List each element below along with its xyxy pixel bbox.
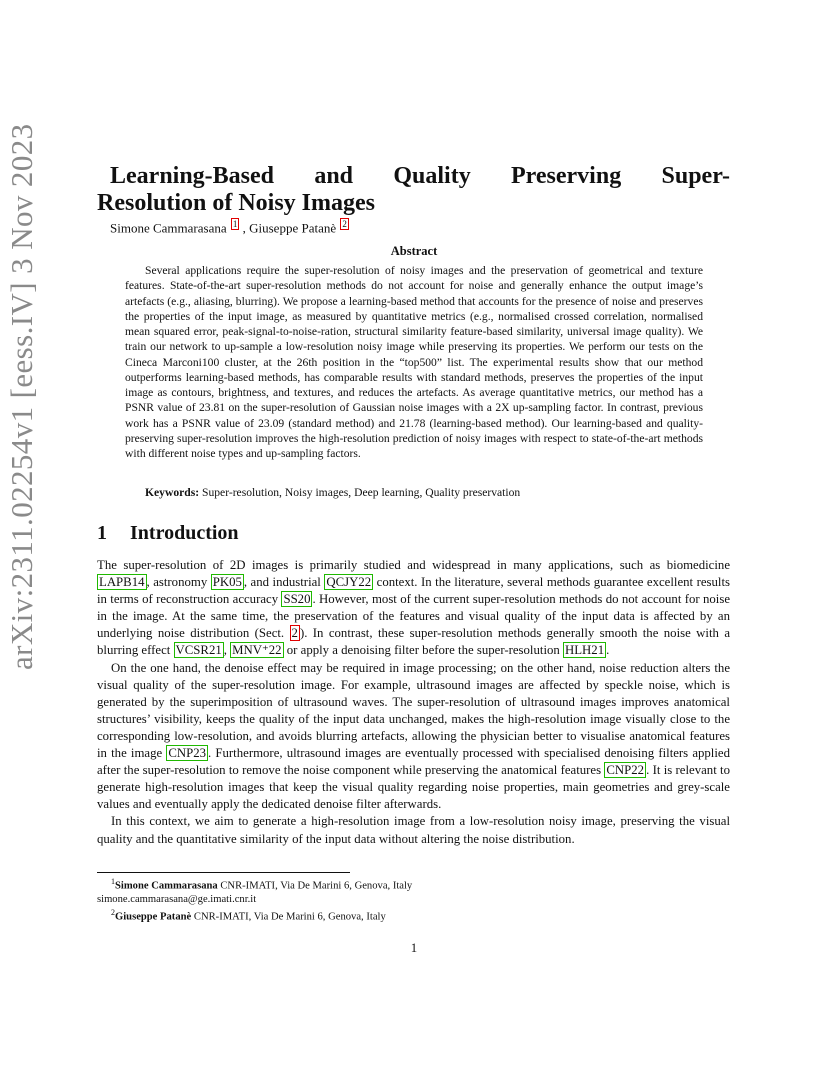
citation-link[interactable]: LAPB14 bbox=[99, 575, 145, 590]
footnote bbox=[97, 875, 730, 893]
citation-link[interactable]: QCJY22 bbox=[326, 575, 372, 590]
footnote-mark: 1 bbox=[111, 877, 115, 886]
footnote-email[interactable]: simone.cammarasana@ge.imati.cnr.it bbox=[97, 893, 257, 905]
arxiv-stamp: arXiv:2311.02254v1 [eess.IV] 3 Nov 2023 bbox=[4, 123, 39, 670]
abstract-heading: Abstract bbox=[390, 244, 438, 258]
footnote-name: Giuseppe Patanè bbox=[115, 911, 192, 923]
title-word: Learning-Based bbox=[110, 163, 275, 189]
section-heading bbox=[97, 522, 239, 545]
footnote-link[interactable]: 1 bbox=[232, 219, 238, 229]
page-number: 1 bbox=[410, 941, 418, 955]
abstract-paragraph: Several applications require the super-resolution of noisy images and the preservation of geometrical and texture features. State-of-the-art super-resolution methods do not account for noise and generally enhance the output image’s artefacts (e.g., aliasing, blurring). We propose a learning-based method that accounts for the presence of noise and preserves the properties of the input image, as measured by quantitative metrics (e.g., normalised crossed correlation, normalised mean squared error, peak-signal-to-noise-ration, structural similarity feature-based similarity, universal image quality). We train our network to up-sample a low-resolution noisy image while preserving its properties. We perform our tests on the Cineca Marconi100 cluster, at the 26th position in the “top500” list. The experimental results show that our method outperforms learning-based methods, has comparable results with standard methods, preserves the properties of the input image as contours, brightness, and textures, and reduces the artefacts. As average quantitative metrics, our method has a PSNR value of 23.81 on the super-resolution of Gaussian noise images with a 2X up-sampling factor. In contrast, previous work has a PSNR value of 23.09 (standard method) and 21.78 (learning-based method). Our learning-based and quality-preserving super-resolution improves the high-resolution prediction of noisy images with respect to state-of-the-art methods with different noise types and up-sampling factors. bbox=[125, 264, 703, 460]
author-name: Simone Cammarasana bbox=[110, 220, 227, 236]
footnote bbox=[97, 906, 730, 924]
citation-link[interactable]: MNV⁺22 bbox=[232, 643, 282, 658]
title-word: Super- bbox=[661, 163, 730, 189]
title-word: Preserving bbox=[511, 163, 622, 189]
title-word: and bbox=[314, 163, 354, 189]
keywords bbox=[145, 486, 520, 499]
paragraph: The super-resolution of 2D images is primarily studied and widespread in many applications, such as biomedicine LAPB14 , astronomy PK05 , and industrial QCJY22 context. In the literature, several methods guarantee excellent results in terms of reconstruction accuracy SS20 . However, most of the current super-resolution methods do not account for noise in the image. At the same time, the preservation of the features and visual quality of the input data is affected by an underlying noise distribution (Sect. 2 ). In contrast, these super-resolution methods generally smooth the noise with a blurring effect VCSR21 , MNV⁺22 or apply a denoising filter before the super-resolution HLH21 . bbox=[97, 558, 730, 658]
author-separator: , bbox=[239, 220, 250, 236]
paper-title bbox=[97, 163, 730, 217]
title-line-1 bbox=[97, 163, 730, 190]
body-text bbox=[97, 557, 730, 848]
citation-link[interactable]: CNP23 bbox=[168, 746, 207, 761]
author-list bbox=[110, 218, 349, 236]
paragraph: In this context, we aim to generate a high-resolution image from a low-resolution noisy image, preserving the visual quality and the quantitative similarity of the input data without altering the noise distribution. bbox=[97, 814, 730, 846]
citation-link[interactable]: VCSR21 bbox=[175, 643, 222, 658]
footnote-affiliation: CNR-IMATI, Via De Marini 6, Genova, Italy bbox=[217, 880, 413, 892]
section-number: 1 bbox=[97, 522, 107, 544]
paragraph: On the one hand, the denoise effect may be required in image processing; on the other hand, noise reduction alters the visual quality of the super-resolution image. For example, ultrasound images are affected by speckle noise, which is generated by the superimposition of ultrasound waves. The super-resolution of ultrasound images improves anatomical structures’ visibility, keeps the quality of the input data unchanged, makes the high-resolution image visually close to the corresponding low-resolution, and avoids blurring artefacts, allowing the physician better to visualise anatomical features in the image CNP23 . Furthermore, ultrasound images are eventually processed with specialised denoising filters applied after the super-resolution to remove the noise component while preserving the anatomical features CNP22 . It is relevant to generate high-resolution images that keep the visual quality regarding noise properties, main geometries and grey-scale values and eventually apply the dedicated denoise filter afterwards. bbox=[97, 660, 730, 812]
footnote-name: Simone Cammarasana bbox=[115, 880, 218, 892]
title-line-2: Resolution of Noisy Images bbox=[97, 190, 376, 216]
citation-link[interactable]: HLH21 bbox=[565, 643, 605, 658]
footnote-rule bbox=[97, 872, 350, 873]
citation-link[interactable]: PK05 bbox=[212, 575, 242, 590]
citation-link[interactable]: CNP22 bbox=[606, 763, 645, 778]
footnote-link[interactable]: 2 bbox=[342, 219, 347, 229]
author-name: Giuseppe Patanè bbox=[249, 220, 337, 236]
footnote-mark: 2 bbox=[111, 907, 115, 917]
footnotes bbox=[97, 875, 730, 924]
keywords-list: Super-resolution, Noisy images, Deep learning, Quality preservation bbox=[202, 486, 521, 499]
title-word: Quality bbox=[393, 163, 471, 189]
citation-link[interactable]: SS20 bbox=[283, 592, 311, 607]
footnote-affiliation: CNR-IMATI, Via De Marini 6, Genova, Italy bbox=[191, 911, 386, 923]
section-title: Introduction bbox=[130, 522, 239, 544]
section-link[interactable]: 2 bbox=[291, 626, 298, 641]
keywords-label: Keywords: bbox=[145, 486, 200, 499]
abstract-text bbox=[125, 263, 703, 461]
